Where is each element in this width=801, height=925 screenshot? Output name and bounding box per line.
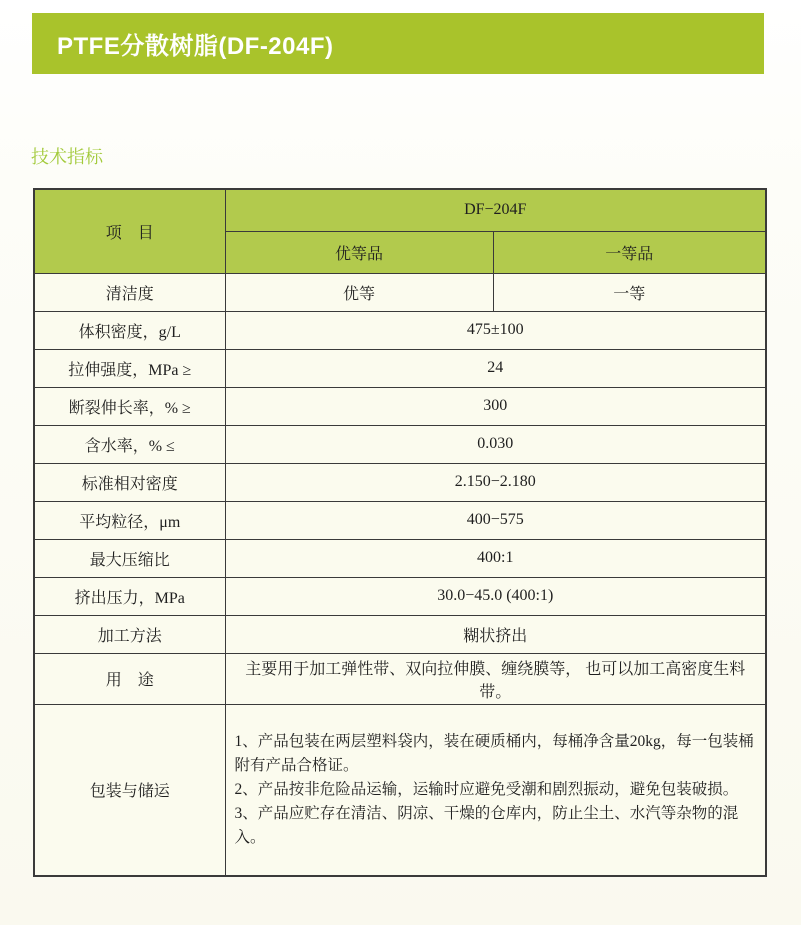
row-value: 400−575 xyxy=(225,501,766,539)
row-label: 断裂伸长率，% ≥ xyxy=(34,387,225,425)
table-row-tensile-strength xyxy=(34,349,766,387)
row-label: 清洁度 xyxy=(34,273,225,311)
packaging-note-2: 2、产品按非危险品运输，运输时应避免受潮和剧烈振动，避免包装破损。 xyxy=(234,780,739,798)
row-value-first: 一等 xyxy=(493,273,766,311)
row-value: 475±100 xyxy=(225,311,766,349)
packaging-note-1: 1、产品包装在两层塑料袋内，装在硬质桶内，每桶净含量20kg，每一包装桶附有产品合格证。 xyxy=(234,732,754,774)
table-header-grade-first: 一等品 xyxy=(493,231,766,273)
page-title: PTFE分散树脂(DF-204F) xyxy=(57,33,334,60)
section-title: 技术指标 xyxy=(31,147,103,167)
row-label: 平均粒径，μm xyxy=(34,501,225,539)
table-row-cleanliness xyxy=(34,273,766,311)
table-header-item: 项 目 xyxy=(34,189,225,273)
row-label: 标准相对密度 xyxy=(34,463,225,501)
table-row-processing-method xyxy=(34,615,766,653)
packaging-note-3: 3、产品应贮存在清洁、阴凉、干燥的仓库内，防止尘土、水汽等杂物的混入。 xyxy=(234,804,739,846)
table-header-grade-premium: 优等品 xyxy=(225,231,493,273)
row-value-premium: 优等 xyxy=(225,273,493,311)
spec-table xyxy=(33,188,767,877)
row-label: 加工方法 xyxy=(34,615,225,653)
row-label: 最大压缩比 xyxy=(34,539,225,577)
row-value: 2.150−2.180 xyxy=(225,463,766,501)
table-row-extrusion-pressure xyxy=(34,577,766,615)
table-header-product: DF−204F xyxy=(225,189,766,231)
row-label: 包装与储运 xyxy=(34,704,225,876)
row-label: 拉伸强度，MPa ≥ xyxy=(34,349,225,387)
row-value: 糊状挤出 xyxy=(225,615,766,653)
row-value: 400:1 xyxy=(225,539,766,577)
row-label: 挤出压力，MPa xyxy=(34,577,225,615)
table-row-bulk-density xyxy=(34,311,766,349)
table-header-row-1 xyxy=(34,189,766,231)
table-row-elongation xyxy=(34,387,766,425)
table-row-particle-size xyxy=(34,501,766,539)
row-value: 300 xyxy=(225,387,766,425)
row-value: 30.0−45.0 (400:1) xyxy=(225,577,766,615)
row-value: 0.030 xyxy=(225,425,766,463)
row-label: 用 途 xyxy=(34,653,225,704)
row-label: 含水率，% ≤ xyxy=(34,425,225,463)
page-header-banner xyxy=(32,13,764,74)
table-row-applications xyxy=(34,653,766,704)
table-row-packaging-storage xyxy=(34,704,766,876)
row-value: 24 xyxy=(225,349,766,387)
row-value xyxy=(225,704,766,876)
table-row-compression-ratio xyxy=(34,539,766,577)
row-value: 主要用于加工弹性带、双向拉伸膜、缠绕膜等， 也可以加工高密度生料带。 xyxy=(225,653,766,704)
row-label: 体积密度，g/L xyxy=(34,311,225,349)
table-row-moisture xyxy=(34,425,766,463)
table-row-specific-gravity xyxy=(34,463,766,501)
